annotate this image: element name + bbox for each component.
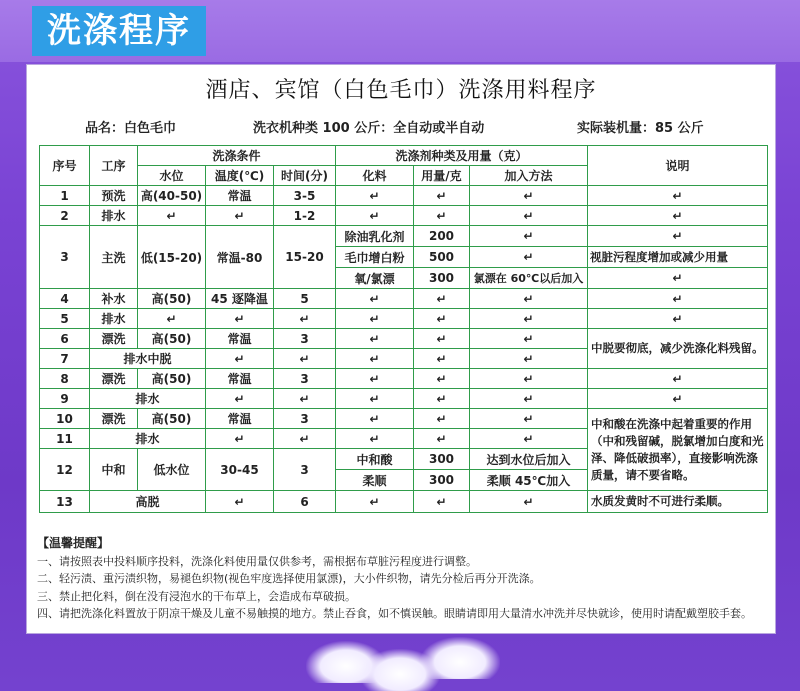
empty-mark: ↵: [336, 409, 414, 429]
row-chem: 除油乳化剂: [336, 226, 414, 247]
table-row: [40, 186, 768, 206]
row-step: 漂洗: [90, 369, 138, 389]
empty-mark: ↵: [336, 429, 414, 449]
empty-mark: ↵: [470, 491, 588, 513]
row-temp: 常温: [206, 329, 274, 349]
row-no: 10: [40, 409, 90, 429]
empty-mark: ↵: [588, 369, 768, 389]
row-amount: 300: [414, 449, 470, 470]
row-step: 漂洗: [90, 329, 138, 349]
header-amount: 用量/克: [414, 166, 470, 186]
table-row: [40, 289, 768, 309]
empty-mark: ↵: [588, 206, 768, 226]
section-heading: 洗涤程序: [32, 6, 206, 56]
empty-mark: ↵: [206, 429, 274, 449]
empty-mark: ↵: [470, 369, 588, 389]
row-step: 排水: [90, 389, 206, 409]
row-method: 达到水位后加入: [470, 449, 588, 470]
row-no: 12: [40, 449, 90, 491]
row-step: 补水: [90, 289, 138, 309]
empty-mark: ↵: [336, 389, 414, 409]
row-no: 4: [40, 289, 90, 309]
row-time: 3-5: [274, 186, 336, 206]
note-item: 三、禁止把化料，倒在没有浸泡水的干布草上，会造成布草破损。: [37, 589, 356, 603]
table-row: [40, 309, 768, 329]
table-row: [40, 491, 768, 513]
empty-mark: ↵: [414, 369, 470, 389]
empty-mark: ↵: [588, 309, 768, 329]
row-no: 7: [40, 349, 90, 369]
header-method: 加入方法: [470, 166, 588, 186]
row-time: 15-20: [274, 226, 336, 289]
empty-mark: ↵: [206, 389, 274, 409]
empty-mark: ↵: [336, 289, 414, 309]
empty-mark: ↵: [470, 309, 588, 329]
row-no: 5: [40, 309, 90, 329]
empty-mark: ↵: [274, 349, 336, 369]
row-step: 中和: [90, 449, 138, 491]
empty-mark: ↵: [588, 226, 768, 247]
empty-mark: ↵: [206, 349, 274, 369]
header-remark: 说明: [588, 146, 768, 186]
empty-mark: ↵: [470, 226, 588, 247]
empty-mark: ↵: [414, 349, 470, 369]
empty-mark: ↵: [274, 389, 336, 409]
empty-mark: ↵: [206, 206, 274, 226]
header-step: 工序: [90, 146, 138, 186]
empty-mark: ↵: [336, 349, 414, 369]
empty-mark: ↵: [414, 491, 470, 513]
table-row: [40, 329, 768, 349]
empty-mark: ↵: [414, 409, 470, 429]
empty-mark: ↵: [588, 186, 768, 206]
empty-mark: ↵: [470, 206, 588, 226]
row-water: 高(40-50): [138, 186, 206, 206]
flower-decoration: [420, 637, 500, 679]
row-method: 柔顺 45℃加入: [470, 470, 588, 491]
row-no: 1: [40, 186, 90, 206]
table-row: [40, 369, 768, 389]
empty-mark: ↵: [336, 186, 414, 206]
row-remark: 水质发黄时不可进行柔顺。: [588, 491, 768, 513]
load-capacity: 实际装机量：85 公斤: [577, 121, 704, 136]
row-water: 高(50): [138, 409, 206, 429]
empty-mark: ↵: [206, 309, 274, 329]
empty-mark: ↵: [336, 491, 414, 513]
row-no: 13: [40, 491, 90, 513]
row-temp: 45 逐降温: [206, 289, 274, 309]
empty-mark: ↵: [336, 309, 414, 329]
row-chem: 中和酸: [336, 449, 414, 470]
row-chem: 毛巾增白粉: [336, 247, 414, 268]
header-water: 水位: [138, 166, 206, 186]
row-step: 高脱: [90, 491, 206, 513]
empty-mark: ↵: [414, 309, 470, 329]
empty-mark: ↵: [588, 289, 768, 309]
header-no: 序号: [40, 146, 90, 186]
empty-mark: ↵: [470, 247, 588, 268]
empty-mark: ↵: [470, 349, 588, 369]
empty-mark: ↵: [470, 429, 588, 449]
table-row: [40, 206, 768, 226]
empty-mark: ↵: [138, 206, 206, 226]
row-step: 排水: [90, 206, 138, 226]
row-remark: 中脱要彻底，减少洗涤化料残留。: [588, 329, 768, 369]
row-time: 3: [274, 409, 336, 429]
row-time: 5: [274, 289, 336, 309]
row-water: 低水位: [138, 449, 206, 491]
header-conditions: 洗涤条件: [138, 146, 336, 166]
empty-mark: ↵: [336, 329, 414, 349]
row-amount: 200: [414, 226, 470, 247]
empty-mark: ↵: [470, 289, 588, 309]
row-step: 主洗: [90, 226, 138, 289]
empty-mark: ↵: [470, 409, 588, 429]
empty-mark: ↵: [336, 369, 414, 389]
note-item: 二、轻污渍、重污渍织物，易褪色织物(视色牢度选择使用氯漂)，大小件织物，请先分检后再分开洗涤。: [37, 572, 541, 585]
row-time: 3: [274, 329, 336, 349]
row-step: 预洗: [90, 186, 138, 206]
row-no: 2: [40, 206, 90, 226]
row-step: 漂洗: [90, 409, 138, 429]
row-no: 11: [40, 429, 90, 449]
row-temp: 常温: [206, 186, 274, 206]
empty-mark: ↵: [274, 429, 336, 449]
row-method: 氯漂在 60℃以后加入: [470, 268, 588, 289]
empty-mark: ↵: [470, 186, 588, 206]
row-remark: 中和酸在洗涤中起着重要的作用（中和残留碱，脱氯增加白度和光泽、降低破损率），直接影响洗涤质量，请不要省略。: [588, 409, 768, 491]
empty-mark: ↵: [336, 206, 414, 226]
row-temp: 常温: [206, 369, 274, 389]
row-temp: 30-45: [206, 449, 274, 491]
empty-mark: ↵: [274, 309, 336, 329]
row-amount: 300: [414, 470, 470, 491]
row-amount: 500: [414, 247, 470, 268]
header-temp: 温度(℃): [206, 166, 274, 186]
row-no: 8: [40, 369, 90, 389]
row-no: 3: [40, 226, 90, 289]
row-remark: 视脏污程度增加或减少用量: [588, 247, 768, 268]
table-row: [40, 409, 768, 429]
row-step: 排水中脱: [90, 349, 206, 369]
row-no: 6: [40, 329, 90, 349]
washing-procedure-table: [39, 145, 768, 513]
reminder-notes: [37, 535, 752, 623]
row-time: 3: [274, 449, 336, 491]
note-item: 一、请按照表中投料顺序投料，洗涤化料使用量仅供参考，需根据布草脏污程度进行调整。: [37, 554, 477, 568]
row-water: 高(50): [138, 369, 206, 389]
header-row: [40, 146, 768, 166]
notes-heading: 【温馨提醒】: [37, 536, 110, 550]
row-water: 高(50): [138, 329, 206, 349]
row-no: 9: [40, 389, 90, 409]
empty-mark: ↵: [138, 309, 206, 329]
empty-mark: ↵: [588, 389, 768, 409]
document-sheet: [26, 64, 776, 634]
note-item: 四、请把洗涤化料置放于阴凉干燥及儿童不易触摸的地方。禁止吞食，如不慎误触。眼睛请即用大量清水冲洗并尽快就诊，使用时请配戴塑胶手套。: [37, 607, 752, 620]
row-step: 排水: [90, 429, 206, 449]
empty-mark: ↵: [470, 389, 588, 409]
row-time: 3: [274, 369, 336, 389]
row-water: 高(50): [138, 289, 206, 309]
row-temp: 常温: [206, 409, 274, 429]
empty-mark: ↵: [414, 329, 470, 349]
header-chem: 化料: [336, 166, 414, 186]
product-name: 品名：白色毛巾: [85, 121, 177, 136]
row-chem: 柔顺: [336, 470, 414, 491]
row-water: 低(15-20): [138, 226, 206, 289]
empty-mark: ↵: [414, 389, 470, 409]
empty-mark: ↵: [414, 206, 470, 226]
row-time: 6: [274, 491, 336, 513]
empty-mark: ↵: [206, 491, 274, 513]
machine-type: 洗衣机种类 100 公斤：全自动或半自动: [253, 121, 485, 136]
header-detergent: 洗涤剂种类及用量（克）: [336, 146, 588, 166]
row-amount: 300: [414, 268, 470, 289]
empty-mark: ↵: [414, 289, 470, 309]
empty-mark: ↵: [414, 429, 470, 449]
empty-mark: ↵: [588, 268, 768, 289]
row-time: 1-2: [274, 206, 336, 226]
empty-mark: ↵: [470, 329, 588, 349]
row-chem: 氧/氯漂: [336, 268, 414, 289]
table-row: [40, 389, 768, 409]
row-temp: 常温-80: [206, 226, 274, 289]
empty-mark: ↵: [414, 186, 470, 206]
header-time: 时间(分): [274, 166, 336, 186]
table-row: [40, 226, 768, 247]
row-step: 排水: [90, 309, 138, 329]
document-title: 酒店、宾馆（白色毛巾）洗涤用料程序: [205, 78, 597, 103]
